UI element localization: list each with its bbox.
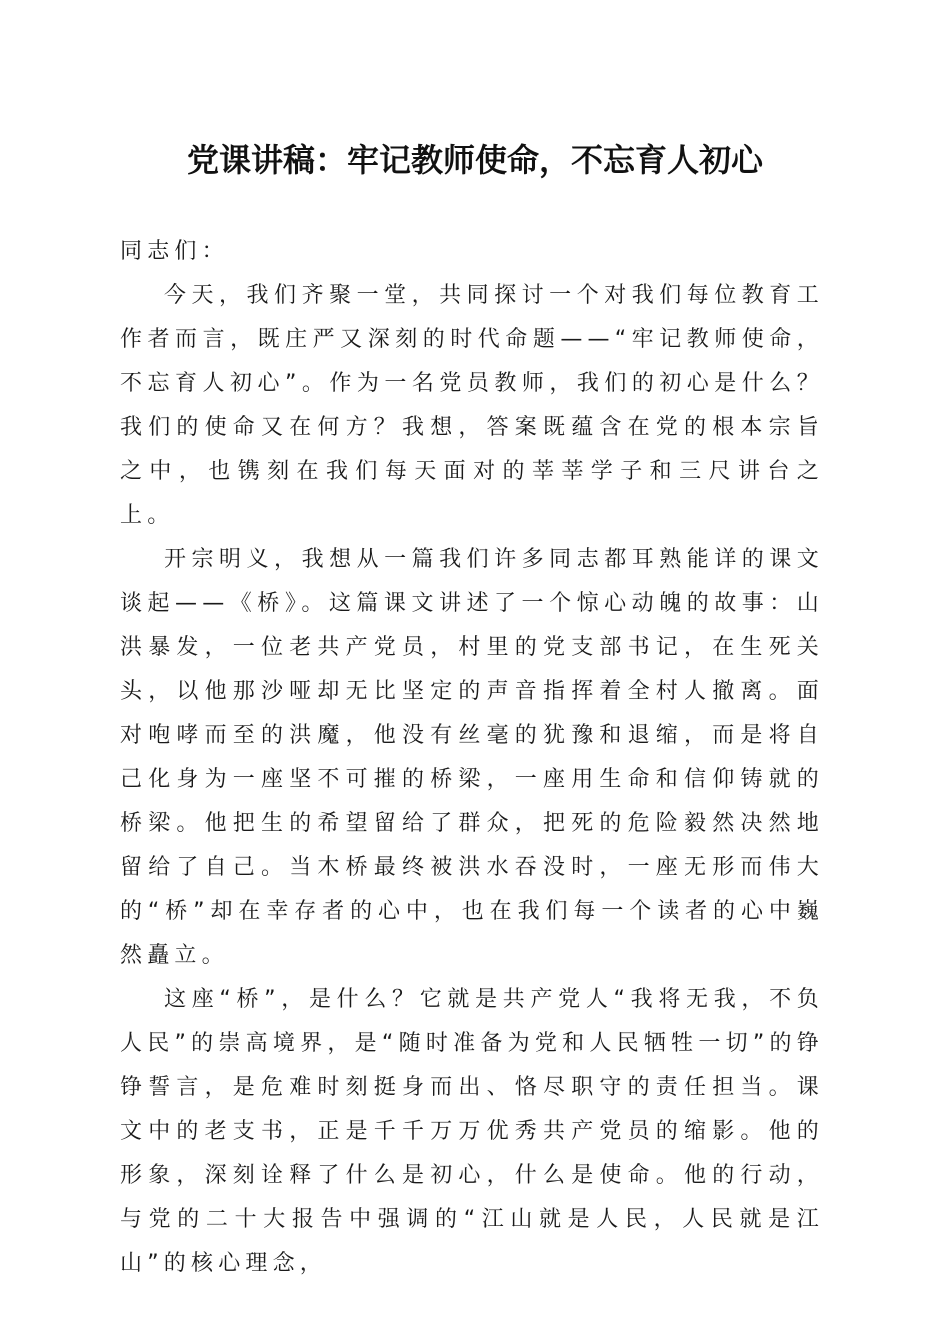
paragraph-3: 这座“桥”，是什么？它就是共产党人“我将无我，不负人民”的崇高境界，是“随时准备为党和人民牺牲一切”的铮铮誓言，是危难时刻挺身而出、恪尽职守的责任担当。课文中的老支书，正是千千万万优秀共产党员的缩影。他的形象，深刻诠释了什么是初心，什么是使命。他的行动，与党的二十大报告中强调的“江山就是人民，人民就是江山”的核心理念， xyxy=(120,987,824,1276)
paragraph-1: 今天，我们齐聚一堂，共同探讨一个对我们每位教育工作者而言，既庄严又深刻的时代命题——“牢记教师使命，不忘育人初心”。作为一名党员教师，我们的初心是什么？我们的使命又在何方？我想，答案既蕴含在党的根本宗旨之中，也镌刻在我们每天面对的莘莘学子和三尺讲台之上。 xyxy=(120,283,824,528)
greeting: 同志们： xyxy=(120,239,229,264)
document-body xyxy=(120,230,824,1286)
document-title: 党课讲稿：牢记教师使命，不忘育人初心 xyxy=(186,141,763,179)
paragraph-2: 开宗明义，我想从一篇我们许多同志都耳熟能详的课文谈起——《桥》。这篇课文讲述了一个惊心动魄的故事：山洪暴发，一位老共产党员，村里的党支部书记，在生死关头，以他那沙哑却无比坚定的声音指挥着全村人撤离。面对咆哮而至的洪魔，他没有丝毫的犹豫和退缩，而是将自己化身为一座坚不可摧的桥梁，一座用生命和信仰铸就的桥梁。他把生的希望留给了群众，把死的危险毅然决然地留给了自己。当木桥最终被洪水吞没时，一座无形而伟大的“桥”却在幸存者的心中，也在我们每一个读者的心中巍然矗立。 xyxy=(120,547,824,968)
